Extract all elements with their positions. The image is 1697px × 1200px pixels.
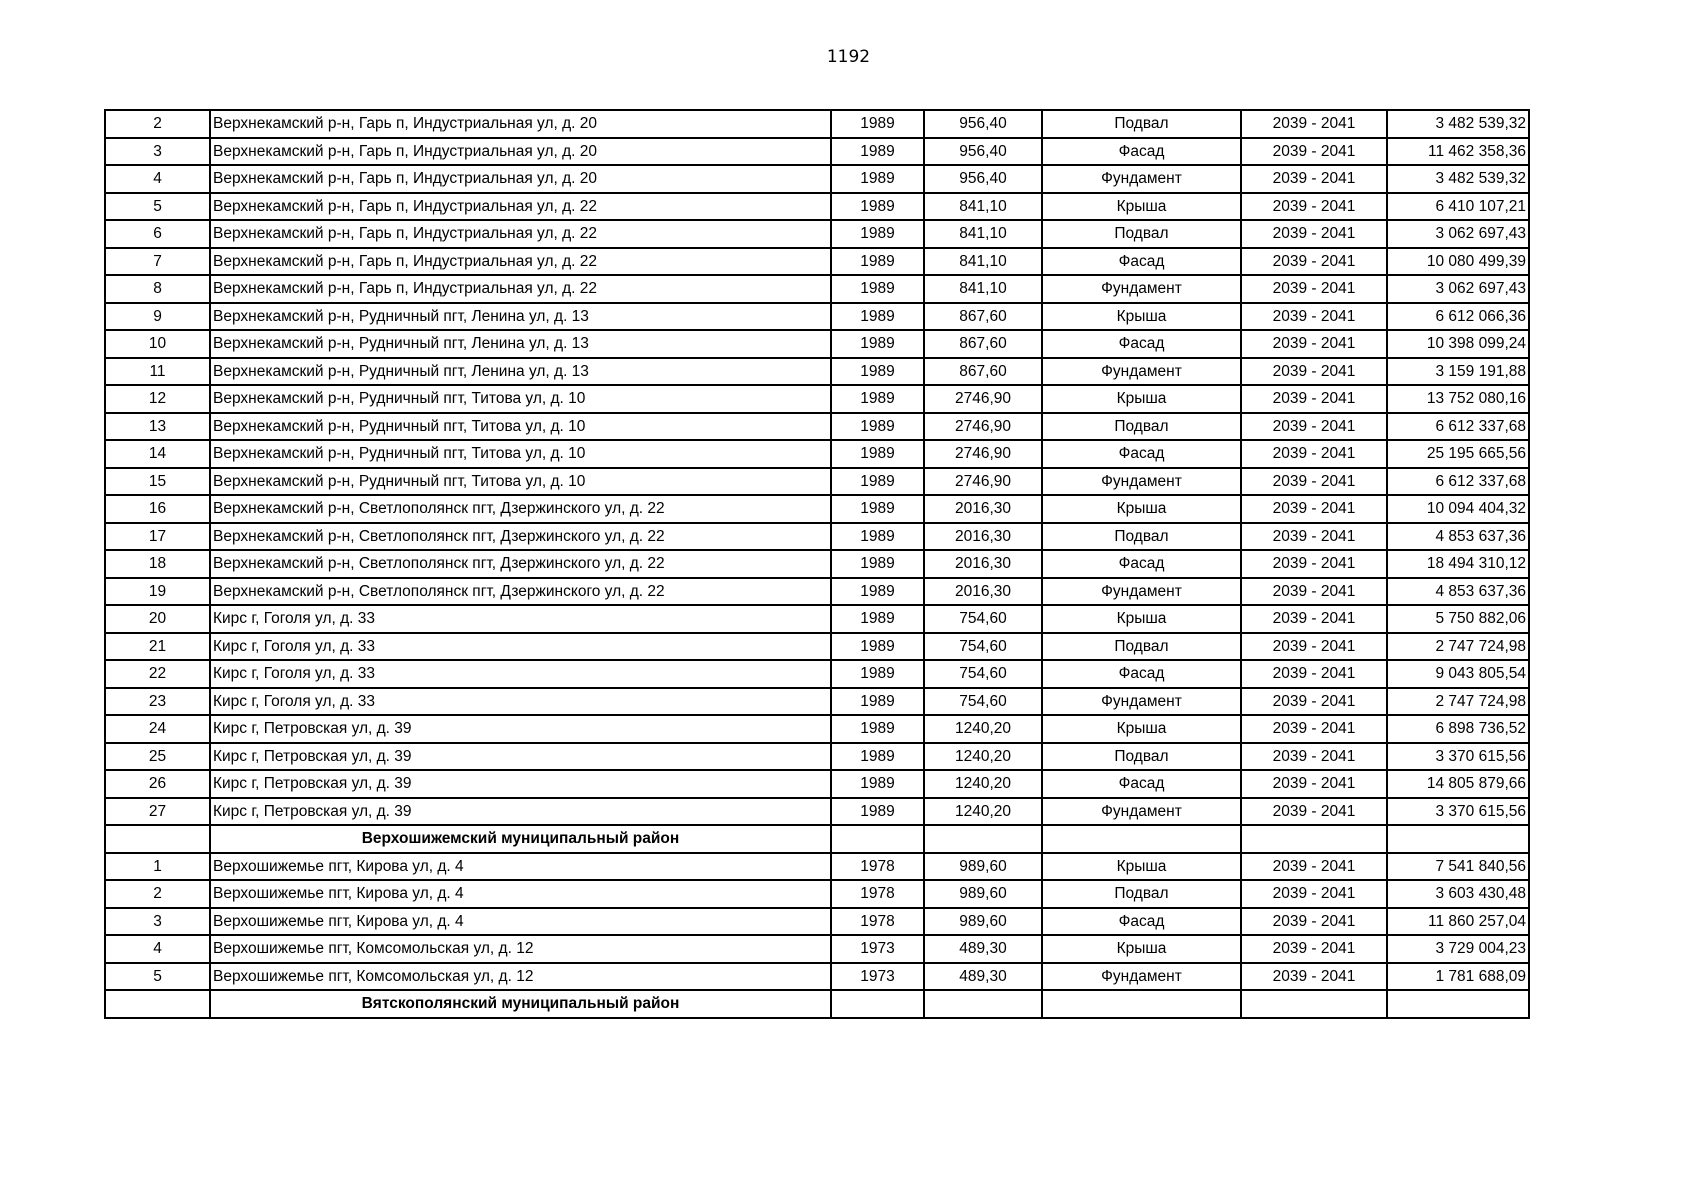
work-type-cell: Подвал <box>1042 413 1241 441</box>
work-type-cell <box>1042 825 1241 853</box>
row-number-cell: 9 <box>105 303 210 331</box>
row-number-cell: 5 <box>105 963 210 991</box>
table-body <box>105 110 1529 1018</box>
area-cell: 2016,30 <box>924 523 1042 551</box>
row-number-cell: 14 <box>105 440 210 468</box>
area-cell: 1240,20 <box>924 715 1042 743</box>
address-cell: Кирс г, Гоголя ул, д. 33 <box>210 633 831 661</box>
area-cell: 2016,30 <box>924 578 1042 606</box>
area-cell: 867,60 <box>924 303 1042 331</box>
address-cell: Верхошижемье пгт, Кирова ул, д. 4 <box>210 853 831 881</box>
work-type-cell: Фасад <box>1042 330 1241 358</box>
table-row <box>105 385 1529 413</box>
period-cell: 2039 - 2041 <box>1241 770 1387 798</box>
cost-cell: 25 195 665,56 <box>1387 440 1529 468</box>
cost-cell: 9 043 805,54 <box>1387 660 1529 688</box>
work-type-cell: Фасад <box>1042 908 1241 936</box>
year-cell: 1989 <box>831 110 924 138</box>
row-number-cell: 26 <box>105 770 210 798</box>
cost-cell: 6 612 337,68 <box>1387 413 1529 441</box>
year-cell: 1973 <box>831 935 924 963</box>
year-cell: 1989 <box>831 413 924 441</box>
row-number-cell: 3 <box>105 138 210 166</box>
period-cell: 2039 - 2041 <box>1241 193 1387 221</box>
table-row <box>105 798 1529 826</box>
period-cell <box>1241 990 1387 1018</box>
period-cell: 2039 - 2041 <box>1241 275 1387 303</box>
area-cell: 989,60 <box>924 853 1042 881</box>
work-type-cell: Фундамент <box>1042 798 1241 826</box>
row-number-cell: 23 <box>105 688 210 716</box>
year-cell: 1989 <box>831 550 924 578</box>
period-cell: 2039 - 2041 <box>1241 440 1387 468</box>
area-cell: 867,60 <box>924 330 1042 358</box>
address-cell: Кирс г, Петровская ул, д. 39 <box>210 715 831 743</box>
year-cell: 1989 <box>831 138 924 166</box>
row-number-cell: 3 <box>105 908 210 936</box>
year-cell: 1989 <box>831 330 924 358</box>
year-cell: 1973 <box>831 963 924 991</box>
address-cell: Верхошижемье пгт, Кирова ул, д. 4 <box>210 880 831 908</box>
area-cell <box>924 990 1042 1018</box>
table-row <box>105 330 1529 358</box>
period-cell: 2039 - 2041 <box>1241 633 1387 661</box>
period-cell: 2039 - 2041 <box>1241 798 1387 826</box>
address-cell: Кирс г, Петровская ул, д. 39 <box>210 743 831 771</box>
work-type-cell: Подвал <box>1042 220 1241 248</box>
work-type-cell: Фасад <box>1042 550 1241 578</box>
table-row <box>105 248 1529 276</box>
row-number-cell: 2 <box>105 110 210 138</box>
table-row <box>105 495 1529 523</box>
cost-cell: 10 398 099,24 <box>1387 330 1529 358</box>
cost-cell: 3 159 191,88 <box>1387 358 1529 386</box>
period-cell: 2039 - 2041 <box>1241 908 1387 936</box>
address-cell: Кирс г, Гоголя ул, д. 33 <box>210 688 831 716</box>
period-cell: 2039 - 2041 <box>1241 495 1387 523</box>
year-cell: 1989 <box>831 275 924 303</box>
row-number-cell: 27 <box>105 798 210 826</box>
cost-cell <box>1387 990 1529 1018</box>
year-cell: 1978 <box>831 880 924 908</box>
section-header-row <box>105 990 1529 1018</box>
year-cell: 1989 <box>831 688 924 716</box>
cost-cell: 3 062 697,43 <box>1387 220 1529 248</box>
cost-cell: 3 729 004,23 <box>1387 935 1529 963</box>
table-row <box>105 550 1529 578</box>
area-cell: 1240,20 <box>924 743 1042 771</box>
address-cell: Верхошижемье пгт, Кирова ул, д. 4 <box>210 908 831 936</box>
cost-cell: 6 410 107,21 <box>1387 193 1529 221</box>
period-cell: 2039 - 2041 <box>1241 688 1387 716</box>
cost-cell: 2 747 724,98 <box>1387 688 1529 716</box>
cost-cell: 6 612 337,68 <box>1387 468 1529 496</box>
cost-cell: 18 494 310,12 <box>1387 550 1529 578</box>
year-cell <box>831 825 924 853</box>
period-cell: 2039 - 2041 <box>1241 110 1387 138</box>
work-type-cell: Фасад <box>1042 248 1241 276</box>
row-number-cell: 5 <box>105 193 210 221</box>
section-header-row <box>105 825 1529 853</box>
area-cell: 989,60 <box>924 908 1042 936</box>
period-cell <box>1241 825 1387 853</box>
cost-cell: 10 080 499,39 <box>1387 248 1529 276</box>
period-cell: 2039 - 2041 <box>1241 660 1387 688</box>
year-cell: 1989 <box>831 440 924 468</box>
row-number-cell: 10 <box>105 330 210 358</box>
year-cell <box>831 990 924 1018</box>
area-cell: 841,10 <box>924 275 1042 303</box>
table-row <box>105 413 1529 441</box>
area-cell: 2746,90 <box>924 413 1042 441</box>
cost-cell: 11 462 358,36 <box>1387 138 1529 166</box>
year-cell: 1989 <box>831 578 924 606</box>
area-cell: 2746,90 <box>924 385 1042 413</box>
work-type-cell: Крыша <box>1042 303 1241 331</box>
cost-cell <box>1387 825 1529 853</box>
address-cell: Кирс г, Гоголя ул, д. 33 <box>210 660 831 688</box>
work-type-cell: Фундамент <box>1042 688 1241 716</box>
table-row <box>105 908 1529 936</box>
table-row <box>105 605 1529 633</box>
period-cell: 2039 - 2041 <box>1241 605 1387 633</box>
work-type-cell: Фундамент <box>1042 275 1241 303</box>
area-cell: 754,60 <box>924 660 1042 688</box>
table-row <box>105 688 1529 716</box>
work-type-cell: Фундамент <box>1042 963 1241 991</box>
cost-cell: 3 062 697,43 <box>1387 275 1529 303</box>
address-cell: Верхнекамский р-н, Гарь п, Индустриальная ул, д. 22 <box>210 193 831 221</box>
work-type-cell: Фундамент <box>1042 165 1241 193</box>
row-number-cell: 19 <box>105 578 210 606</box>
period-cell: 2039 - 2041 <box>1241 963 1387 991</box>
table-row <box>105 770 1529 798</box>
work-type-cell: Фундамент <box>1042 578 1241 606</box>
table-row <box>105 660 1529 688</box>
address-cell: Верхнекамский р-н, Рудничный пгт, Титова ул, д. 10 <box>210 440 831 468</box>
period-cell: 2039 - 2041 <box>1241 220 1387 248</box>
table-row <box>105 303 1529 331</box>
work-type-cell: Фасад <box>1042 440 1241 468</box>
year-cell: 1989 <box>831 523 924 551</box>
address-cell: Верхнекамский р-н, Светлополянск пгт, Дзержинского ул, д. 22 <box>210 523 831 551</box>
area-cell: 841,10 <box>924 193 1042 221</box>
area-cell: 956,40 <box>924 110 1042 138</box>
section-title: Верхошижемский муниципальный район <box>210 825 831 853</box>
address-cell: Кирс г, Петровская ул, д. 39 <box>210 770 831 798</box>
period-cell: 2039 - 2041 <box>1241 468 1387 496</box>
area-cell: 754,60 <box>924 633 1042 661</box>
year-cell: 1989 <box>831 605 924 633</box>
area-cell: 1240,20 <box>924 770 1042 798</box>
row-number-cell <box>105 990 210 1018</box>
period-cell: 2039 - 2041 <box>1241 715 1387 743</box>
work-type-cell: Крыша <box>1042 715 1241 743</box>
address-cell: Верхнекамский р-н, Рудничный пгт, Ленина ул, д. 13 <box>210 358 831 386</box>
cost-cell: 13 752 080,16 <box>1387 385 1529 413</box>
row-number-cell: 20 <box>105 605 210 633</box>
period-cell: 2039 - 2041 <box>1241 358 1387 386</box>
area-cell: 841,10 <box>924 220 1042 248</box>
area-cell: 489,30 <box>924 963 1042 991</box>
year-cell: 1989 <box>831 798 924 826</box>
row-number-cell: 4 <box>105 165 210 193</box>
address-cell: Верхнекамский р-н, Гарь п, Индустриальная ул, д. 22 <box>210 275 831 303</box>
row-number-cell: 17 <box>105 523 210 551</box>
cost-cell: 14 805 879,66 <box>1387 770 1529 798</box>
table-row <box>105 468 1529 496</box>
address-cell: Верхнекамский р-н, Рудничный пгт, Ленина ул, д. 13 <box>210 303 831 331</box>
table-row <box>105 853 1529 881</box>
row-number-cell: 18 <box>105 550 210 578</box>
row-number-cell: 24 <box>105 715 210 743</box>
area-cell: 2016,30 <box>924 550 1042 578</box>
address-cell: Кирс г, Гоголя ул, д. 33 <box>210 605 831 633</box>
table-row <box>105 110 1529 138</box>
table-row <box>105 963 1529 991</box>
year-cell: 1989 <box>831 468 924 496</box>
year-cell: 1989 <box>831 248 924 276</box>
address-cell: Верхнекамский р-н, Рудничный пгт, Титова ул, д. 10 <box>210 385 831 413</box>
area-cell: 956,40 <box>924 165 1042 193</box>
table-row <box>105 715 1529 743</box>
work-type-cell <box>1042 990 1241 1018</box>
cost-cell: 4 853 637,36 <box>1387 523 1529 551</box>
address-cell: Верхнекамский р-н, Светлополянск пгт, Дзержинского ул, д. 22 <box>210 578 831 606</box>
area-cell: 489,30 <box>924 935 1042 963</box>
period-cell: 2039 - 2041 <box>1241 248 1387 276</box>
area-cell <box>924 825 1042 853</box>
table-row <box>105 743 1529 771</box>
address-cell: Верхнекамский р-н, Гарь п, Индустриальная ул, д. 20 <box>210 165 831 193</box>
row-number-cell: 4 <box>105 935 210 963</box>
cost-cell: 3 370 615,56 <box>1387 743 1529 771</box>
period-cell: 2039 - 2041 <box>1241 880 1387 908</box>
address-cell: Верхнекамский р-н, Гарь п, Индустриальная ул, д. 22 <box>210 248 831 276</box>
work-type-cell: Подвал <box>1042 743 1241 771</box>
table-row <box>105 358 1529 386</box>
period-cell: 2039 - 2041 <box>1241 165 1387 193</box>
work-type-cell: Крыша <box>1042 495 1241 523</box>
cost-cell: 3 370 615,56 <box>1387 798 1529 826</box>
row-number-cell: 21 <box>105 633 210 661</box>
area-cell: 989,60 <box>924 880 1042 908</box>
year-cell: 1989 <box>831 633 924 661</box>
period-cell: 2039 - 2041 <box>1241 550 1387 578</box>
work-type-cell: Фасад <box>1042 138 1241 166</box>
work-type-cell: Крыша <box>1042 193 1241 221</box>
row-number-cell: 2 <box>105 880 210 908</box>
cost-cell: 5 750 882,06 <box>1387 605 1529 633</box>
period-cell: 2039 - 2041 <box>1241 523 1387 551</box>
work-type-cell: Крыша <box>1042 935 1241 963</box>
work-type-cell: Крыша <box>1042 385 1241 413</box>
cost-cell: 6 612 066,36 <box>1387 303 1529 331</box>
area-cell: 2746,90 <box>924 440 1042 468</box>
year-cell: 1989 <box>831 358 924 386</box>
year-cell: 1989 <box>831 385 924 413</box>
row-number-cell: 16 <box>105 495 210 523</box>
row-number-cell: 13 <box>105 413 210 441</box>
row-number-cell: 6 <box>105 220 210 248</box>
registry-table <box>104 109 1530 1019</box>
table-row <box>105 578 1529 606</box>
address-cell: Верхнекамский р-н, Рудничный пгт, Титова ул, д. 10 <box>210 413 831 441</box>
period-cell: 2039 - 2041 <box>1241 385 1387 413</box>
work-type-cell: Подвал <box>1042 110 1241 138</box>
address-cell: Верхнекамский р-н, Рудничный пгт, Ленина ул, д. 13 <box>210 330 831 358</box>
area-cell: 1240,20 <box>924 798 1042 826</box>
work-type-cell: Фасад <box>1042 660 1241 688</box>
year-cell: 1989 <box>831 303 924 331</box>
row-number-cell: 15 <box>105 468 210 496</box>
section-title: Вятскополянский муниципальный район <box>210 990 831 1018</box>
cost-cell: 4 853 637,36 <box>1387 578 1529 606</box>
cost-cell: 6 898 736,52 <box>1387 715 1529 743</box>
period-cell: 2039 - 2041 <box>1241 935 1387 963</box>
row-number-cell: 25 <box>105 743 210 771</box>
table-row <box>105 138 1529 166</box>
row-number-cell: 7 <box>105 248 210 276</box>
table-row <box>105 523 1529 551</box>
row-number-cell: 12 <box>105 385 210 413</box>
cost-cell: 11 860 257,04 <box>1387 908 1529 936</box>
row-number-cell: 1 <box>105 853 210 881</box>
address-cell: Кирс г, Петровская ул, д. 39 <box>210 798 831 826</box>
area-cell: 2016,30 <box>924 495 1042 523</box>
year-cell: 1989 <box>831 220 924 248</box>
address-cell: Верхошижемье пгт, Комсомольская ул, д. 12 <box>210 935 831 963</box>
work-type-cell: Крыша <box>1042 853 1241 881</box>
row-number-cell: 8 <box>105 275 210 303</box>
cost-cell: 7 541 840,56 <box>1387 853 1529 881</box>
address-cell: Верхнекамский р-н, Гарь п, Индустриальная ул, д. 20 <box>210 110 831 138</box>
row-number-cell <box>105 825 210 853</box>
address-cell: Верхнекамский р-н, Светлополянск пгт, Дзержинского ул, д. 22 <box>210 495 831 523</box>
period-cell: 2039 - 2041 <box>1241 578 1387 606</box>
table-row <box>105 275 1529 303</box>
year-cell: 1989 <box>831 495 924 523</box>
work-type-cell: Подвал <box>1042 523 1241 551</box>
cost-cell: 3 482 539,32 <box>1387 110 1529 138</box>
work-type-cell: Фундамент <box>1042 468 1241 496</box>
area-cell: 841,10 <box>924 248 1042 276</box>
year-cell: 1978 <box>831 908 924 936</box>
address-cell: Верхошижемье пгт, Комсомольская ул, д. 12 <box>210 963 831 991</box>
address-cell: Верхнекамский р-н, Рудничный пгт, Титова ул, д. 10 <box>210 468 831 496</box>
work-type-cell: Фундамент <box>1042 358 1241 386</box>
year-cell: 1989 <box>831 660 924 688</box>
cost-cell: 3 482 539,32 <box>1387 165 1529 193</box>
cost-cell: 2 747 724,98 <box>1387 633 1529 661</box>
table-row <box>105 880 1529 908</box>
cost-cell: 10 094 404,32 <box>1387 495 1529 523</box>
area-cell: 754,60 <box>924 688 1042 716</box>
cost-cell: 3 603 430,48 <box>1387 880 1529 908</box>
address-cell: Верхнекамский р-н, Светлополянск пгт, Дзержинского ул, д. 22 <box>210 550 831 578</box>
area-cell: 2746,90 <box>924 468 1042 496</box>
period-cell: 2039 - 2041 <box>1241 138 1387 166</box>
period-cell: 2039 - 2041 <box>1241 743 1387 771</box>
address-cell: Верхнекамский р-н, Гарь п, Индустриальная ул, д. 22 <box>210 220 831 248</box>
work-type-cell: Подвал <box>1042 880 1241 908</box>
period-cell: 2039 - 2041 <box>1241 330 1387 358</box>
year-cell: 1989 <box>831 743 924 771</box>
year-cell: 1989 <box>831 715 924 743</box>
table-row <box>105 220 1529 248</box>
row-number-cell: 22 <box>105 660 210 688</box>
table-row <box>105 935 1529 963</box>
work-type-cell: Подвал <box>1042 633 1241 661</box>
year-cell: 1989 <box>831 770 924 798</box>
row-number-cell: 11 <box>105 358 210 386</box>
table-row <box>105 440 1529 468</box>
area-cell: 754,60 <box>924 605 1042 633</box>
year-cell: 1989 <box>831 193 924 221</box>
work-type-cell: Крыша <box>1042 605 1241 633</box>
area-cell: 956,40 <box>924 138 1042 166</box>
work-type-cell: Фасад <box>1042 770 1241 798</box>
address-cell: Верхнекамский р-н, Гарь п, Индустриальная ул, д. 20 <box>210 138 831 166</box>
period-cell: 2039 - 2041 <box>1241 413 1387 441</box>
table-row <box>105 193 1529 221</box>
period-cell: 2039 - 2041 <box>1241 853 1387 881</box>
table-row <box>105 165 1529 193</box>
page-number: 1192 <box>826 47 871 67</box>
year-cell: 1978 <box>831 853 924 881</box>
table-row <box>105 633 1529 661</box>
year-cell: 1989 <box>831 165 924 193</box>
area-cell: 867,60 <box>924 358 1042 386</box>
period-cell: 2039 - 2041 <box>1241 303 1387 331</box>
cost-cell: 1 781 688,09 <box>1387 963 1529 991</box>
